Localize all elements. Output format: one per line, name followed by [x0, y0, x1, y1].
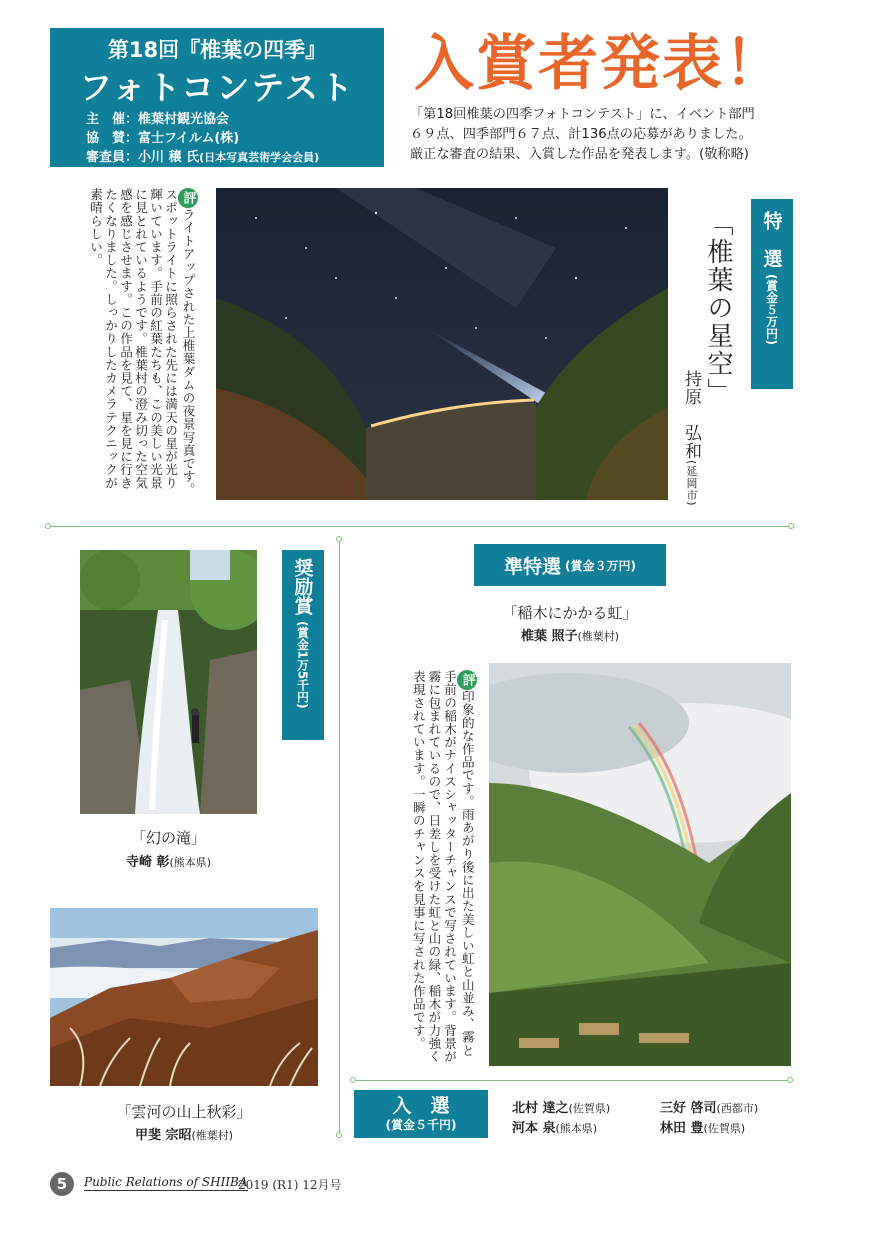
- tokusen-review-text: ライトアップされた上椎葉ダムの夜景写真です。スポットライトに照らされた先には満天の星が光り輝いています。手前の紅葉たちも、この美しい光景に見とれているようです。椎葉村の澄み切った空気感を感じさせます。この作品を見て、星を見に行きたくなりました。しっかりしたカメラテクニックが素晴らしい。: [88, 188, 196, 497]
- review-badge-icon: 評: [178, 188, 198, 208]
- nyusen-winner: [512, 1097, 610, 1116]
- nyusen-winner-name: 林田 豊: [660, 1121, 704, 1136]
- mountain-photo: [50, 908, 318, 1086]
- shoreisho-2-author: [50, 1124, 318, 1143]
- divider-vertical: [339, 540, 340, 1135]
- issue-label: 2019 (R1) 12月号: [238, 1178, 342, 1192]
- review-badge-icon: 評: [457, 670, 477, 690]
- juntokusen-author-place: (椎葉村): [577, 630, 620, 643]
- sponsor-label: 協 賛：: [86, 131, 139, 146]
- nyusen-winner-name: 三好 啓司: [660, 1101, 717, 1116]
- shoreisho-2-author-name: 甲斐 宗昭: [134, 1128, 192, 1143]
- juntokusen-review-text: 印象的な作品です。雨あがり後に出た美しい虹と山並み、霧と手前の稲木がナイスシャッターチャンスで写されています。背景が霧に包まれているので、日差しを受けた虹と山の緑、稲木が力強く表現されています。一瞬のチャンスを見事に写された作品です。: [410, 670, 475, 1063]
- nyusen-award-label: 入 選: [392, 1095, 450, 1117]
- shoreisho-1-author-place: (熊本県): [169, 856, 212, 869]
- judge-value: 小川 穣 氏: [138, 150, 200, 165]
- tokusen-author-name: 持原 弘和: [681, 370, 701, 460]
- shoreisho-1-author: [80, 851, 257, 870]
- organizer-label: 主 催：: [86, 112, 139, 127]
- tokusen-author: [679, 370, 704, 507]
- nyusen-winner-name: 北村 達之: [512, 1101, 569, 1116]
- tokusen-author-place: (延岡市): [685, 460, 698, 507]
- juntokusen-award-tag: [474, 544, 666, 586]
- divider-bottom: [354, 1080, 791, 1081]
- juntokusen-author-name: 椎葉 照子: [520, 629, 578, 644]
- juntokusen-award-label: 準特選: [504, 555, 562, 578]
- tokusen-review: [48, 188, 198, 498]
- judge-note: (日本写真芸術学会会員): [199, 151, 320, 164]
- nyusen-winner-place: (西都市): [716, 1102, 759, 1115]
- divider-dot: [45, 523, 51, 529]
- shoreisho-award-label: 奨励賞: [291, 558, 314, 615]
- divider-dot: [336, 536, 342, 542]
- sponsor-row: [86, 127, 239, 146]
- tokusen-award-tag: [751, 199, 793, 389]
- page-number-badge: [50, 1172, 74, 1196]
- judge-row: [86, 146, 319, 165]
- sponsor-value: 富士フイルム(株): [138, 131, 240, 146]
- contest-header-box: [50, 28, 384, 167]
- divider-dot: [788, 523, 794, 529]
- nyusen-prize: (賞金５千円): [385, 1118, 457, 1132]
- tokusen-prize: (賞金５万円): [764, 274, 779, 345]
- announce-line: 厳正な審査の結果、入賞した作品を発表します。(敬称略): [410, 147, 749, 162]
- nyusen-winner-place: (佐賀県): [703, 1122, 746, 1135]
- page-number: 5: [56, 1175, 68, 1193]
- divider-dot: [787, 1077, 793, 1083]
- juntokusen-author: [440, 625, 700, 644]
- publication-name: Public Relations of SHIIBA: [84, 1175, 248, 1189]
- contest-title-line2: フォトコンテスト: [79, 68, 355, 107]
- shoreisho-1-title: 「幻の滝」: [130, 829, 206, 847]
- organizer-value: 椎葉村観光協会: [138, 112, 230, 127]
- juntokusen-title: 「稲木にかかる虹」: [502, 604, 638, 622]
- shoreisho-1-author-name: 寺崎 彰: [125, 855, 170, 870]
- waterfall-photo: [80, 550, 257, 814]
- shoreisho-2-author-place: (椎葉村): [191, 1129, 234, 1142]
- nyusen-winner: [660, 1117, 745, 1136]
- divider-dot: [350, 1077, 356, 1083]
- contest-title-line1: 第18回『椎葉の四季』: [107, 38, 327, 62]
- shoreisho-prize: (賞金1万5千円): [295, 621, 310, 709]
- juntokusen-prize: (賞金３万円): [565, 558, 636, 573]
- nyusen-winner-name: 河本 泉: [512, 1121, 556, 1136]
- headline: 入賞者発表！: [414, 29, 786, 99]
- rainbow-photo: [489, 663, 791, 1066]
- tokusen-photo: [216, 188, 668, 500]
- announce-line: ６９点、四季部門６７点、計136点の応募がありました。: [410, 127, 752, 142]
- shoreisho-2-title: 「雲河の山上秋彩」: [116, 1103, 252, 1121]
- organizer-row: [86, 108, 229, 127]
- judge-label: 審査員：: [86, 150, 139, 165]
- shoreisho-award-tag: [282, 550, 324, 740]
- announce-text: [410, 105, 810, 165]
- tokusen-title: 「椎葉の星空」: [703, 210, 733, 406]
- juntokusen-review: [365, 670, 477, 1065]
- tokusen-award-label: 特 選: [760, 211, 783, 268]
- nyusen-winner-place: (佐賀県): [568, 1102, 611, 1115]
- divider-top: [48, 526, 793, 527]
- nyusen-award-tag: [354, 1090, 488, 1138]
- divider-dot: [336, 1132, 342, 1138]
- announce-line: 「第18回椎葉の四季フォトコンテスト」に、イベント部門: [410, 107, 755, 122]
- nyusen-winner-place: (熊本県): [555, 1122, 598, 1135]
- nyusen-winner: [512, 1117, 597, 1136]
- nyusen-winner: [660, 1097, 758, 1116]
